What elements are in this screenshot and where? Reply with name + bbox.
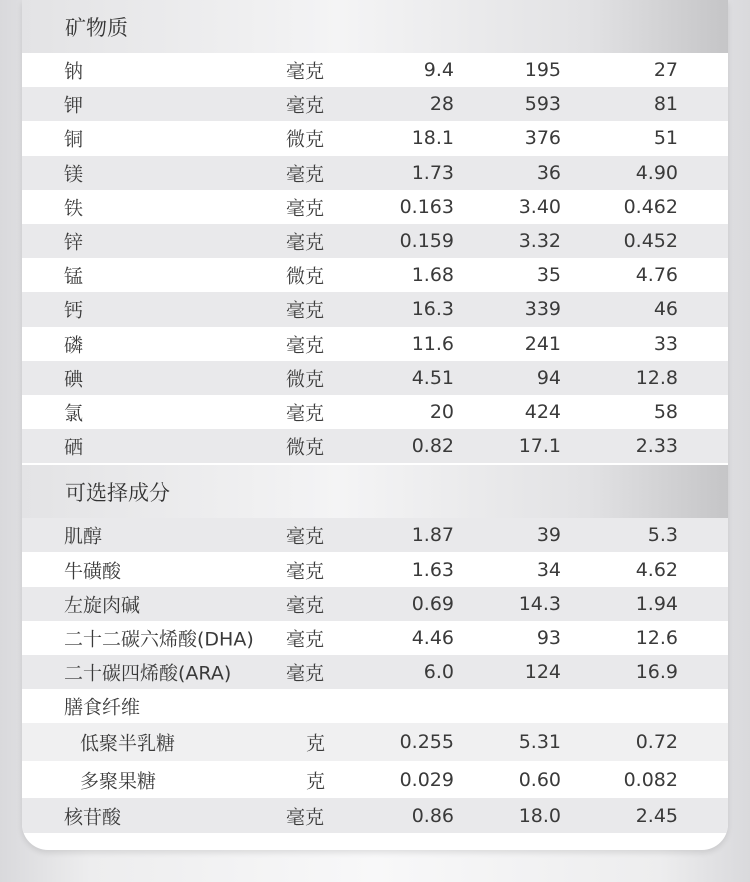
value-col-1: 4.46 (411, 626, 454, 649)
value-col-2: 17.1 (518, 435, 561, 458)
value-col-3: 1.94 (635, 592, 678, 615)
section-title: 可选择成分 (65, 481, 170, 506)
value-col-2: 34 (536, 558, 561, 581)
table-row (22, 361, 728, 395)
value-col-2: 593 (524, 93, 561, 116)
value-col-1: 1.63 (411, 558, 454, 581)
table-row (22, 53, 728, 87)
nutrient-unit: 克 (305, 770, 325, 793)
value-col-1: 1.68 (411, 264, 454, 287)
nutrient-name: 钙 (64, 299, 84, 322)
table-row (22, 395, 728, 429)
nutrient-name: 碘 (64, 368, 84, 391)
value-col-3: 2.45 (635, 804, 678, 827)
nutrient-unit: 毫克 (286, 402, 325, 425)
nutrition-table-card (22, 0, 728, 850)
nutrient-name: 铁 (64, 197, 84, 220)
table-row (22, 552, 728, 586)
section-header-optional (22, 465, 728, 518)
table-row-group-heading (22, 689, 728, 723)
value-col-2: 124 (524, 661, 561, 684)
nutrient-name: 牛磺酸 (64, 560, 122, 583)
value-col-3: 4.76 (635, 264, 678, 287)
value-col-3: 0.462 (623, 195, 678, 218)
value-col-1: 0.163 (399, 195, 454, 218)
value-col-2: 424 (524, 400, 561, 423)
table-row (22, 121, 728, 155)
nutrient-name: 低聚半乳糖 (80, 732, 176, 755)
nutrient-name: 二十二碳六烯酸(DHA) (64, 628, 254, 651)
nutrient-unit: 毫克 (286, 60, 325, 83)
value-col-1: 0.69 (411, 592, 454, 615)
table-row (22, 224, 728, 258)
value-col-1: 0.86 (411, 804, 454, 827)
nutrient-unit: 毫克 (286, 594, 325, 617)
nutrient-unit: 微克 (286, 436, 325, 459)
value-col-1: 0.255 (399, 731, 454, 754)
nutrient-unit: 毫克 (286, 806, 325, 829)
value-col-3: 12.8 (635, 366, 678, 389)
value-col-1: 9.4 (423, 59, 454, 82)
value-col-2: 5.31 (518, 731, 561, 754)
value-col-2: 36 (536, 161, 561, 184)
table-row (22, 761, 728, 799)
value-col-1: 20 (429, 400, 454, 423)
value-col-1: 18.1 (411, 127, 454, 150)
table-row (22, 156, 728, 190)
nutrient-unit: 毫克 (286, 560, 325, 583)
value-col-1: 16.3 (411, 298, 454, 321)
table-row (22, 258, 728, 292)
table-row (22, 190, 728, 224)
nutrient-name: 二十碳四烯酸(ARA) (64, 662, 232, 685)
table-row (22, 655, 728, 689)
value-col-3: 5.3 (647, 524, 678, 547)
nutrient-unit: 毫克 (286, 163, 325, 186)
nutrient-name: 铜 (64, 128, 84, 151)
table-row (22, 723, 728, 761)
nutrient-name: 肌醇 (64, 525, 103, 548)
nutrient-unit: 微克 (286, 368, 325, 391)
value-col-1: 1.87 (411, 524, 454, 547)
nutrient-name: 镁 (64, 163, 84, 186)
nutrient-unit: 微克 (286, 265, 325, 288)
nutrient-unit: 毫克 (286, 231, 325, 254)
nutrient-unit: 毫克 (286, 334, 325, 357)
table-row (22, 429, 728, 463)
value-col-3: 27 (653, 59, 678, 82)
nutrient-name: 氯 (64, 402, 84, 425)
value-col-2: 3.40 (518, 195, 561, 218)
value-col-2: 93 (536, 626, 561, 649)
value-col-3: 81 (653, 93, 678, 116)
nutrient-unit: 毫克 (286, 628, 325, 651)
section-header-minerals (22, 0, 728, 53)
value-col-3: 2.33 (635, 435, 678, 458)
section-title: 矿物质 (65, 16, 128, 40)
value-col-3: 0.452 (623, 230, 678, 253)
value-col-3: 51 (653, 127, 678, 150)
value-col-3: 58 (653, 400, 678, 423)
value-col-1: 11.6 (411, 332, 454, 355)
nutrient-name: 硒 (64, 436, 84, 459)
value-col-2: 14.3 (518, 592, 561, 615)
nutrient-unit: 毫克 (286, 197, 325, 220)
table-row (22, 87, 728, 121)
nutrient-name: 核苷酸 (64, 806, 122, 829)
value-col-2: 35 (536, 264, 561, 287)
value-col-3: 4.62 (635, 558, 678, 581)
value-col-3: 33 (653, 332, 678, 355)
nutrient-name: 多聚果糖 (80, 770, 157, 793)
nutrient-unit: 毫克 (286, 94, 325, 117)
table-row (22, 798, 728, 833)
value-col-3: 0.72 (635, 731, 678, 754)
nutrient-group-name: 膳食纤维 (64, 696, 141, 719)
nutrient-name: 左旋肉碱 (64, 594, 141, 617)
value-col-3: 16.9 (635, 661, 678, 684)
value-col-1: 0.82 (411, 435, 454, 458)
nutrient-unit: 克 (305, 732, 325, 755)
value-col-2: 376 (524, 127, 561, 150)
value-col-1: 28 (429, 93, 454, 116)
value-col-2: 241 (524, 332, 561, 355)
value-col-1: 6.0 (423, 661, 454, 684)
value-col-3: 4.90 (635, 161, 678, 184)
value-col-2: 39 (536, 524, 561, 547)
value-col-2: 339 (524, 298, 561, 321)
value-col-2: 0.60 (518, 768, 561, 791)
value-col-3: 46 (653, 298, 678, 321)
table-row (22, 587, 728, 621)
nutrient-unit: 毫克 (286, 525, 325, 548)
table-row (22, 518, 728, 552)
value-col-2: 195 (524, 59, 561, 82)
nutrient-name: 钾 (64, 94, 84, 117)
value-col-3: 12.6 (635, 626, 678, 649)
nutrient-unit: 微克 (286, 128, 325, 151)
table-row (22, 292, 728, 326)
nutrient-unit: 毫克 (286, 299, 325, 322)
value-col-2: 94 (536, 366, 561, 389)
value-col-2: 3.32 (518, 230, 561, 253)
nutrient-name: 钠 (64, 60, 84, 83)
table-row (22, 327, 728, 361)
value-col-1: 4.51 (411, 366, 454, 389)
value-col-1: 0.029 (399, 768, 454, 791)
nutrient-name: 锰 (64, 265, 84, 288)
value-col-1: 0.159 (399, 230, 454, 253)
value-col-3: 0.082 (623, 768, 678, 791)
table-row (22, 621, 728, 655)
value-col-1: 1.73 (411, 161, 454, 184)
value-col-2: 18.0 (518, 804, 561, 827)
nutrient-name: 锌 (64, 231, 84, 254)
nutrient-name: 磷 (64, 334, 84, 357)
nutrient-unit: 毫克 (286, 662, 325, 685)
